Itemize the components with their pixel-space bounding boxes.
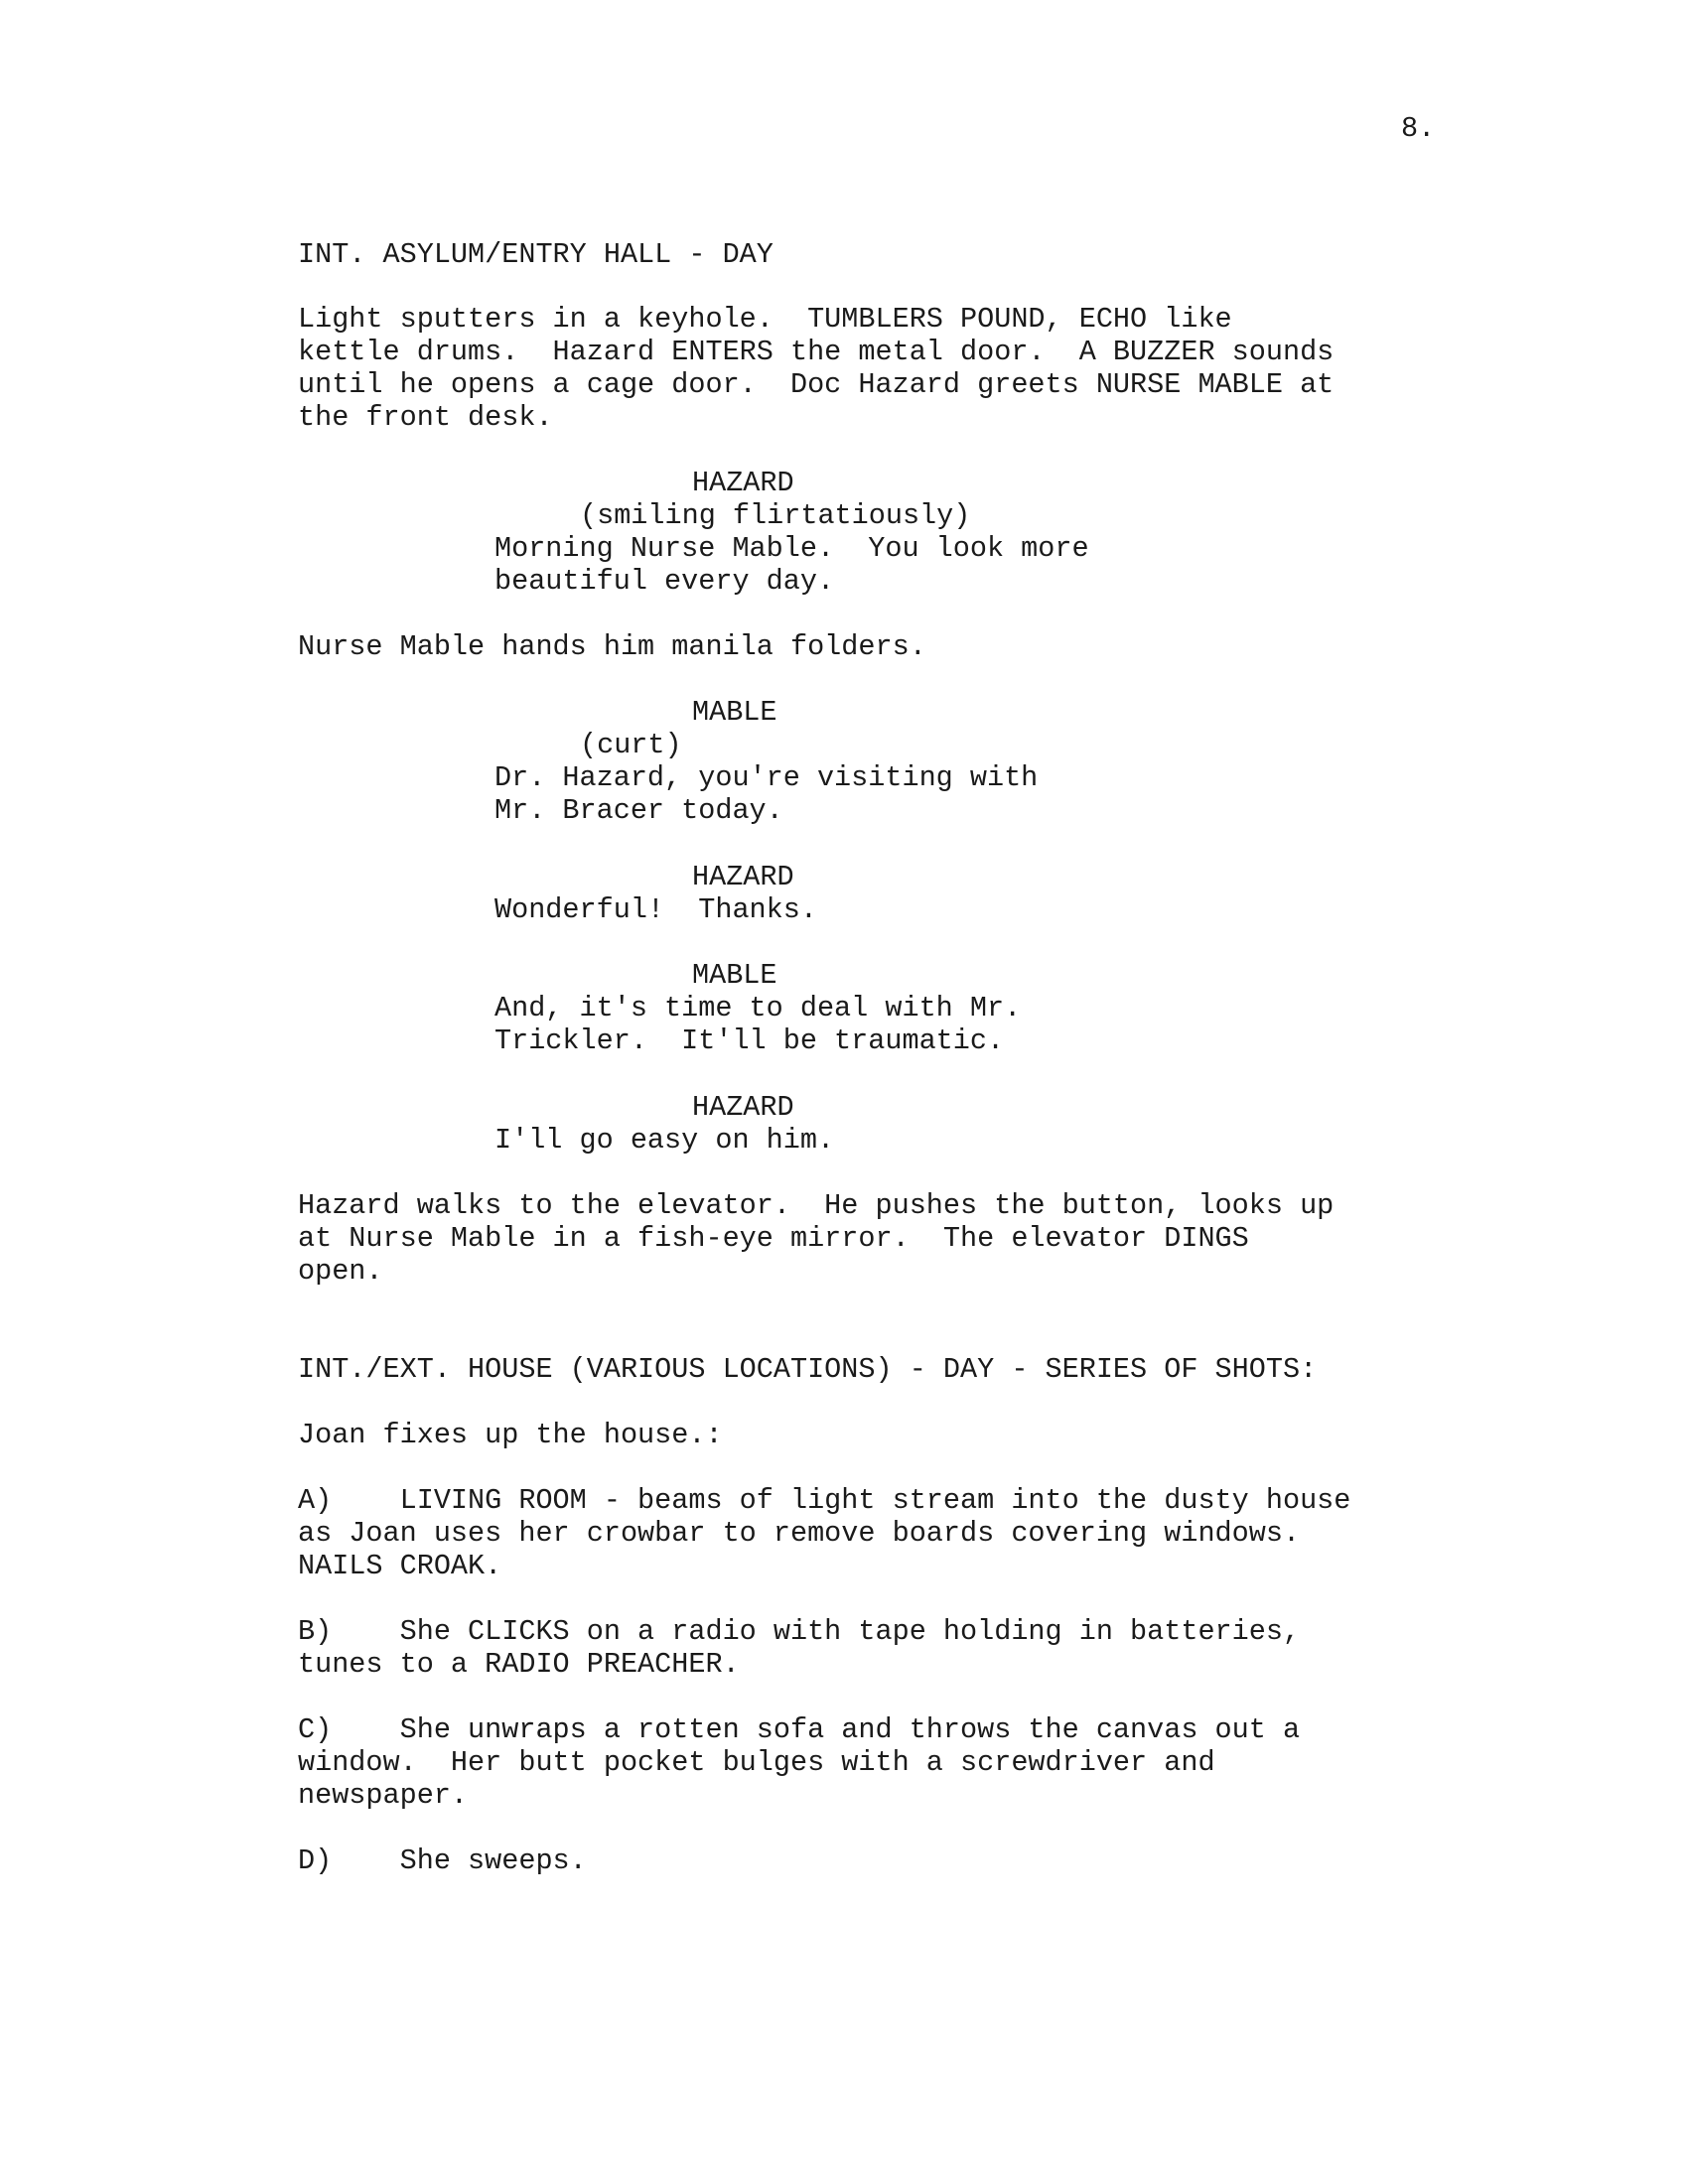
- dialogue-line: Mr. Bracer today.: [494, 794, 783, 827]
- scene-heading: INT./EXT. HOUSE (VARIOUS LOCATIONS) - DAY - SERIES OF SHOTS:: [298, 1353, 1318, 1386]
- shot-line: window. Her butt pocket bulges with a screwdriver and: [298, 1746, 1215, 1779]
- character-name: MABLE: [692, 696, 777, 729]
- dialogue-line: Dr. Hazard, you're visiting with: [494, 761, 1039, 794]
- action-line: until he opens a cage door. Doc Hazard greets NURSE MABLE at: [298, 368, 1335, 401]
- shot-line: C) She unwraps a rotten sofa and throws the canvas out a: [298, 1713, 1301, 1746]
- parenthetical: (curt): [580, 729, 682, 761]
- shot-line: tunes to a RADIO PREACHER.: [298, 1648, 740, 1681]
- parenthetical: (smiling flirtatiously): [580, 499, 971, 532]
- scene-heading: INT. ASYLUM/ENTRY HALL - DAY: [298, 238, 774, 271]
- character-name: HAZARD: [692, 467, 794, 499]
- character-name: HAZARD: [692, 861, 794, 893]
- dialogue-line: Morning Nurse Mable. You look more: [494, 532, 1089, 565]
- shot-line: as Joan uses her crowbar to remove boards covering windows.: [298, 1517, 1301, 1550]
- page-number: 8.: [1401, 112, 1436, 145]
- shot-line: NAILS CROAK.: [298, 1550, 502, 1582]
- dialogue-line: I'll go easy on him.: [494, 1124, 835, 1157]
- shot-line: newspaper.: [298, 1779, 469, 1812]
- dialogue-line: beautiful every day.: [494, 565, 835, 598]
- dialogue-line: And, it's time to deal with Mr.: [494, 992, 1022, 1024]
- action-line: Joan fixes up the house.:: [298, 1419, 723, 1451]
- action-line: Light sputters in a keyhole. TUMBLERS POUND, ECHO like: [298, 303, 1232, 336]
- dialogue-line: Trickler. It'll be traumatic.: [494, 1024, 1005, 1057]
- action-line: at Nurse Mable in a fish-eye mirror. The elevator DINGS: [298, 1222, 1249, 1255]
- shot-line: D) She sweeps.: [298, 1844, 587, 1877]
- dialogue-line: Wonderful! Thanks.: [494, 893, 817, 926]
- shot-line: A) LIVING ROOM - beams of light stream into the dusty house: [298, 1484, 1351, 1517]
- character-name: MABLE: [692, 959, 777, 992]
- shot-line: B) She CLICKS on a radio with tape holding in batteries,: [298, 1615, 1301, 1648]
- action-line: Hazard walks to the elevator. He pushes the button, looks up: [298, 1189, 1335, 1222]
- action-line: kettle drums. Hazard ENTERS the metal door. A BUZZER sounds: [298, 336, 1335, 368]
- action-line: Nurse Mable hands him manila folders.: [298, 630, 926, 663]
- action-line: open.: [298, 1255, 383, 1288]
- character-name: HAZARD: [692, 1091, 794, 1124]
- action-line: the front desk.: [298, 401, 553, 434]
